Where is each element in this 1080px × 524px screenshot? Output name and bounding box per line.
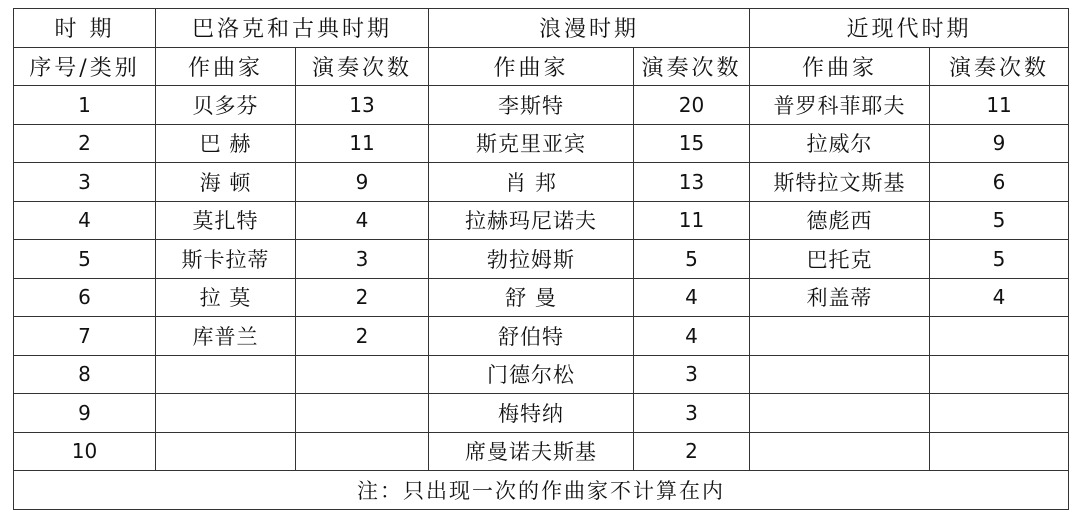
row-number-cell: 2	[14, 124, 156, 163]
table-row	[14, 317, 1069, 356]
baroque-composer-cell: 莫扎特	[156, 201, 296, 240]
modern-count-cell	[930, 355, 1069, 394]
row-number-cell: 9	[14, 394, 156, 433]
table-row	[14, 201, 1069, 240]
romantic-composer-cell: 舒 曼	[429, 278, 634, 317]
modern-composer-cell	[750, 355, 930, 394]
header-romantic: 浪漫时期	[429, 9, 750, 48]
row-number-cell: 7	[14, 317, 156, 356]
romantic-count-cell: 11	[634, 201, 750, 240]
romantic-composer-cell: 肖 邦	[429, 163, 634, 202]
baroque-composer-cell	[156, 432, 296, 471]
baroque-count-cell: 13	[296, 86, 429, 125]
baroque-count-cell: 11	[296, 124, 429, 163]
table-row	[14, 278, 1069, 317]
baroque-count-cell	[296, 432, 429, 471]
table-row	[14, 355, 1069, 394]
baroque-count-cell: 4	[296, 201, 429, 240]
header-modern: 近现代时期	[750, 9, 1069, 48]
table-row	[14, 86, 1069, 125]
romantic-composer-cell: 舒伯特	[429, 317, 634, 356]
romantic-count-cell: 4	[634, 317, 750, 356]
modern-composer-cell: 普罗科菲耶夫	[750, 86, 930, 125]
row-number-cell: 6	[14, 278, 156, 317]
romantic-count-cell: 5	[634, 240, 750, 279]
baroque-composer-cell: 贝多芬	[156, 86, 296, 125]
baroque-composer-cell: 拉 莫	[156, 278, 296, 317]
romantic-composer-cell: 斯克里亚宾	[429, 124, 634, 163]
modern-count-cell	[930, 394, 1069, 433]
baroque-count-cell	[296, 394, 429, 433]
baroque-composer-cell: 库普兰	[156, 317, 296, 356]
modern-composer-cell	[750, 317, 930, 356]
modern-count-cell: 6	[930, 163, 1069, 202]
modern-composer-cell: 巴托克	[750, 240, 930, 279]
baroque-count-cell: 2	[296, 317, 429, 356]
table-row	[14, 432, 1069, 471]
modern-composer-cell: 利盖蒂	[750, 278, 930, 317]
modern-count-cell: 4	[930, 278, 1069, 317]
romantic-composer-cell: 门德尔松	[429, 355, 634, 394]
header-seq-category: 序号/类别	[14, 47, 156, 86]
row-number-cell: 10	[14, 432, 156, 471]
table-row	[14, 240, 1069, 279]
header-count: 演奏次数	[634, 47, 750, 86]
row-number-cell: 1	[14, 86, 156, 125]
modern-count-cell: 5	[930, 201, 1069, 240]
modern-composer-cell: 斯特拉文斯基	[750, 163, 930, 202]
romantic-count-cell: 13	[634, 163, 750, 202]
romantic-composer-cell: 勃拉姆斯	[429, 240, 634, 279]
row-number-cell: 3	[14, 163, 156, 202]
header-row-periods	[14, 9, 1069, 48]
note-row	[14, 471, 1069, 510]
baroque-count-cell: 2	[296, 278, 429, 317]
baroque-composer-cell	[156, 394, 296, 433]
header-count: 演奏次数	[930, 47, 1069, 86]
header-composer: 作曲家	[750, 47, 930, 86]
romantic-composer-cell: 席曼诺夫斯基	[429, 432, 634, 471]
baroque-composer-cell: 斯卡拉蒂	[156, 240, 296, 279]
header-period: 时 期	[14, 9, 156, 48]
modern-composer-cell: 拉威尔	[750, 124, 930, 163]
romantic-count-cell: 3	[634, 394, 750, 433]
modern-count-cell	[930, 432, 1069, 471]
table-row	[14, 124, 1069, 163]
table-row	[14, 163, 1069, 202]
romantic-count-cell: 20	[634, 86, 750, 125]
modern-count-cell: 11	[930, 86, 1069, 125]
modern-composer-cell: 德彪西	[750, 201, 930, 240]
row-number-cell: 5	[14, 240, 156, 279]
romantic-composer-cell: 李斯特	[429, 86, 634, 125]
header-row-columns	[14, 47, 1069, 86]
romantic-count-cell: 4	[634, 278, 750, 317]
header-count: 演奏次数	[296, 47, 429, 86]
modern-composer-cell	[750, 432, 930, 471]
baroque-composer-cell: 巴 赫	[156, 124, 296, 163]
romantic-count-cell: 2	[634, 432, 750, 471]
modern-composer-cell	[750, 394, 930, 433]
table-row	[14, 394, 1069, 433]
row-number-cell: 4	[14, 201, 156, 240]
row-number-cell: 8	[14, 355, 156, 394]
modern-count-cell	[930, 317, 1069, 356]
romantic-count-cell: 3	[634, 355, 750, 394]
romantic-count-cell: 15	[634, 124, 750, 163]
header-baroque-classical: 巴洛克和古典时期	[156, 9, 429, 48]
header-composer: 作曲家	[429, 47, 634, 86]
composer-performance-table	[13, 8, 1069, 510]
modern-count-cell: 5	[930, 240, 1069, 279]
baroque-count-cell: 3	[296, 240, 429, 279]
table-note: 注：只出现一次的作曲家不计算在内	[14, 471, 1069, 510]
romantic-composer-cell: 梅特纳	[429, 394, 634, 433]
romantic-composer-cell: 拉赫玛尼诺夫	[429, 201, 634, 240]
header-composer: 作曲家	[156, 47, 296, 86]
baroque-composer-cell: 海 顿	[156, 163, 296, 202]
modern-count-cell: 9	[930, 124, 1069, 163]
baroque-count-cell: 9	[296, 163, 429, 202]
baroque-composer-cell	[156, 355, 296, 394]
baroque-count-cell	[296, 355, 429, 394]
